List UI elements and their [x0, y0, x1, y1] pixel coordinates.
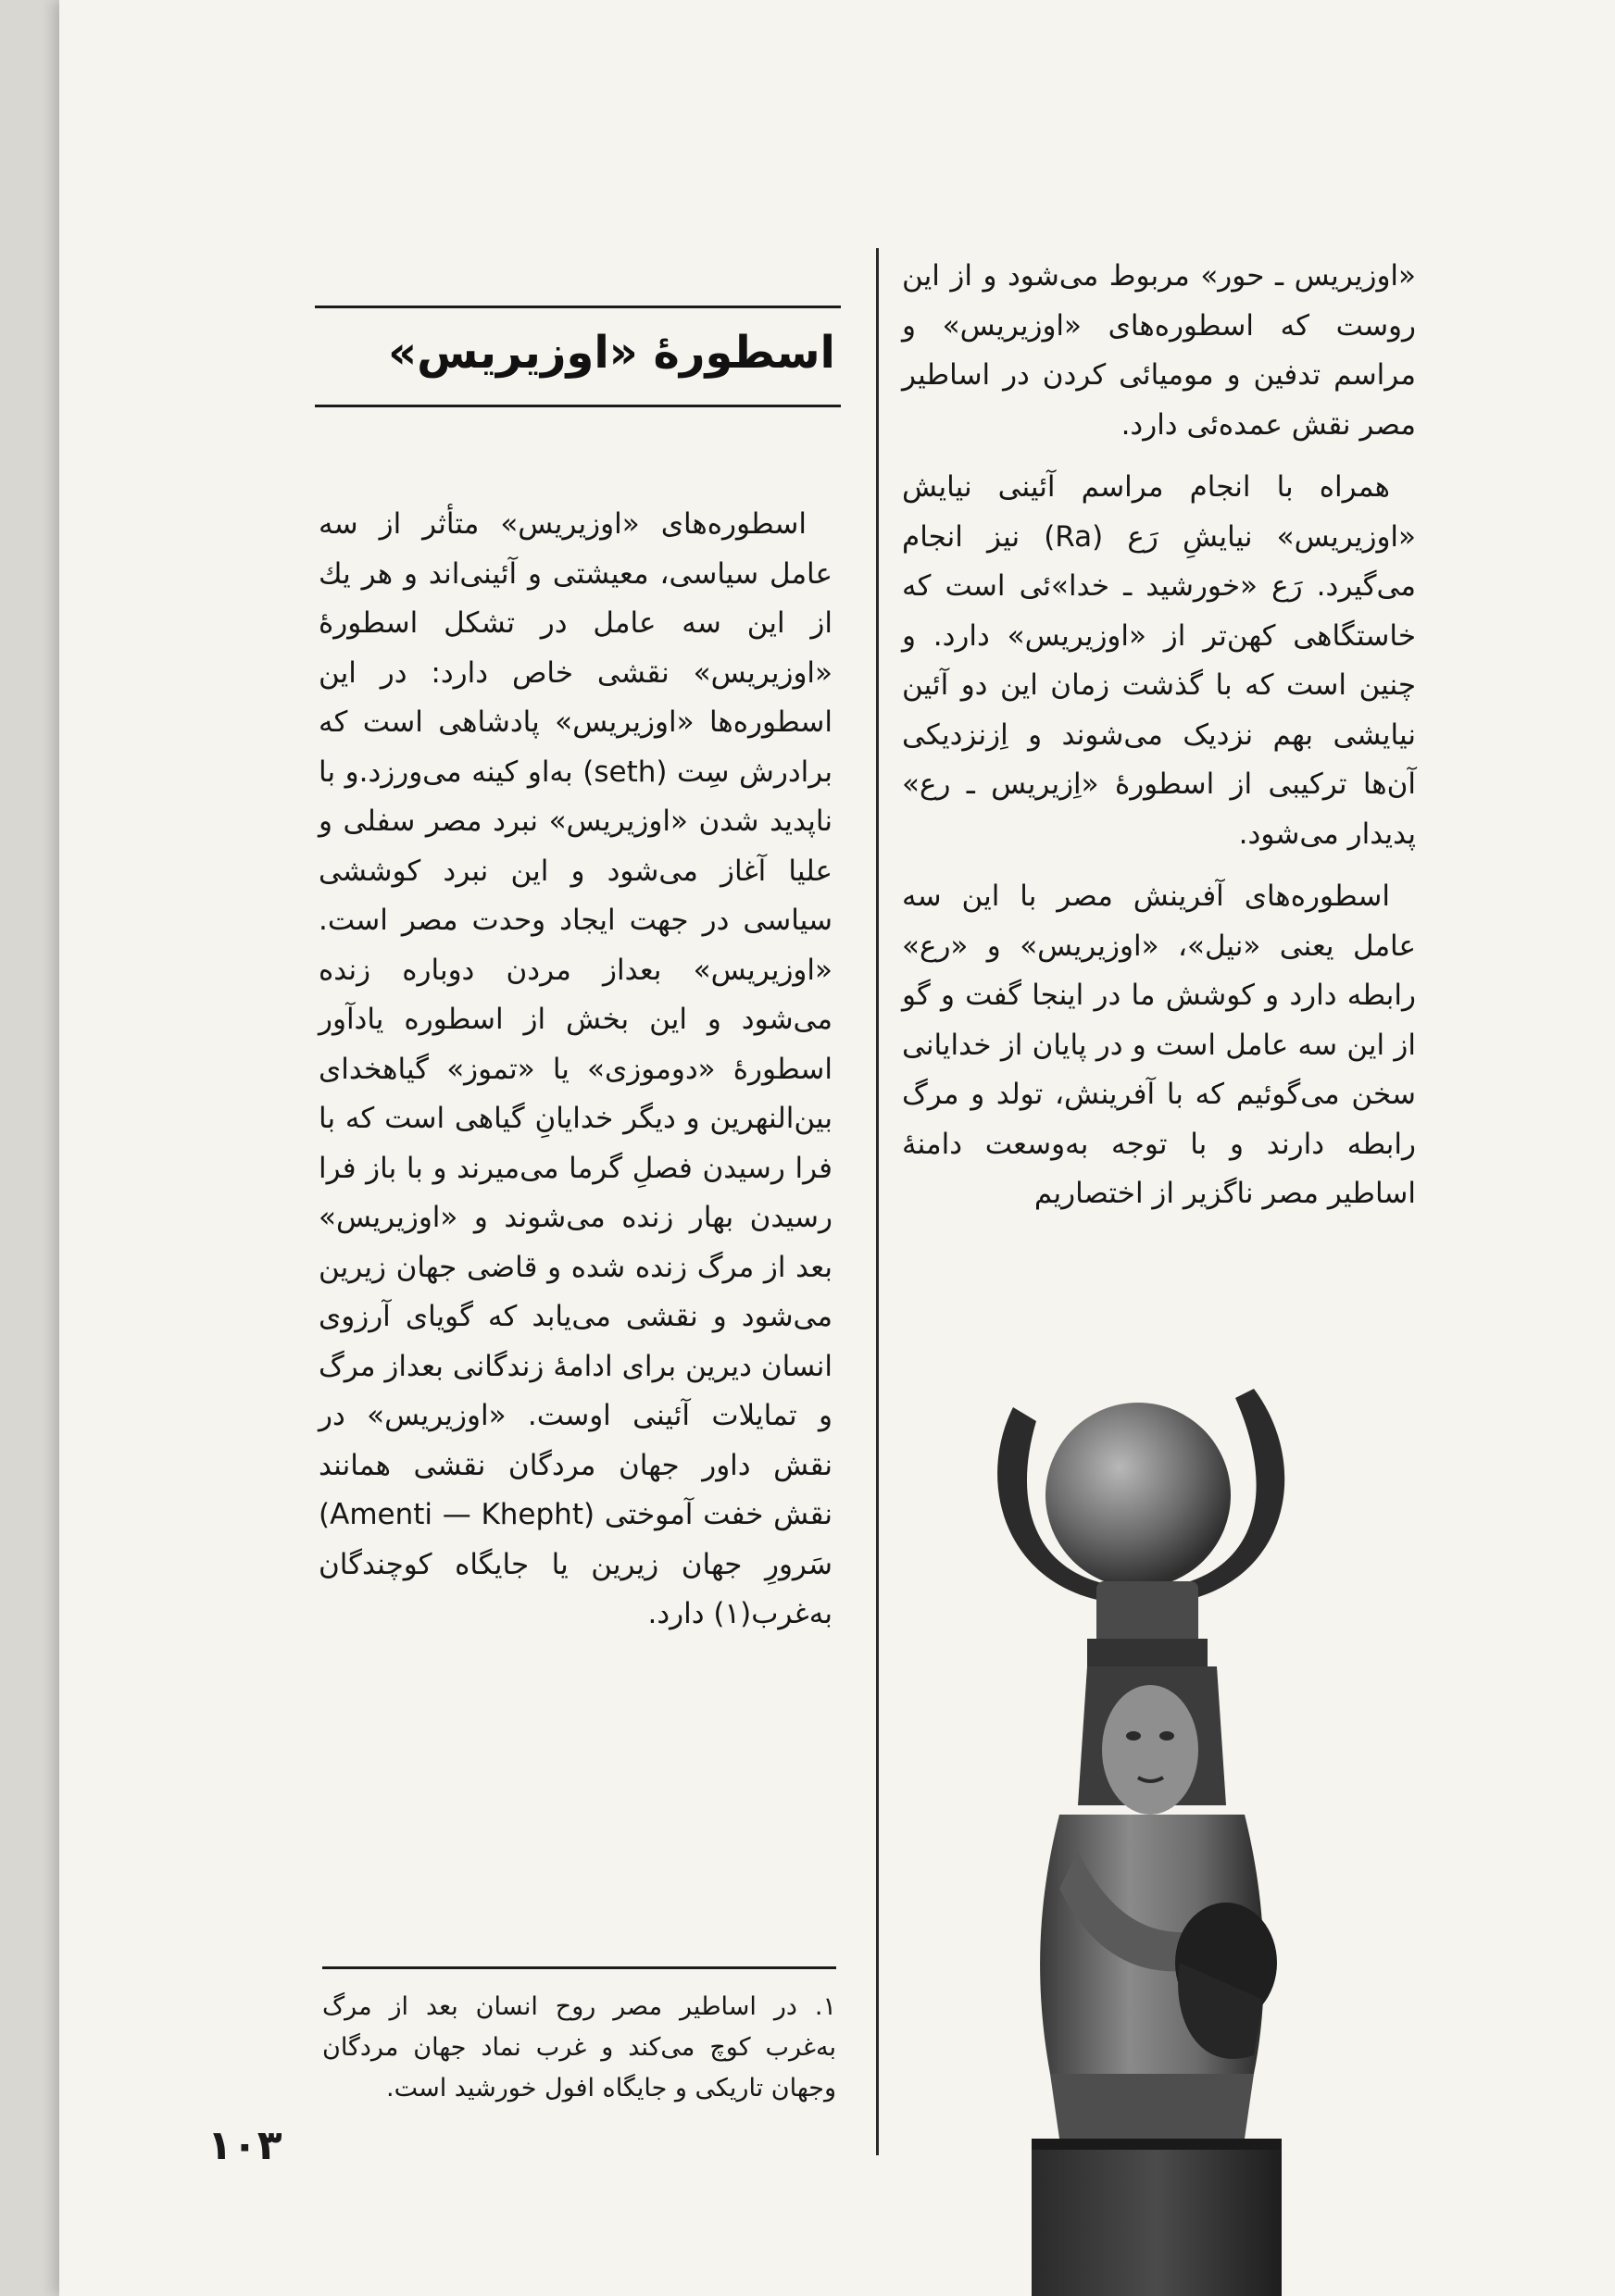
title-top-rule — [315, 306, 841, 308]
left-column — [319, 500, 833, 1653]
document-page — [59, 0, 1615, 2296]
article-title: اسطورهٔ «اوزیریس» — [388, 327, 835, 379]
title-bottom-rule — [315, 405, 841, 407]
right-paragraph-3: اسطوره‌های آفرینش مصر با این سه عامل یعنی «نیل»، «اوزیریس» و «رع» رابطه دارد و کوشش ما در اینجا گفت و گو از این سه عامل است و در پایان از خدایانی سخن می‌گوئیم که با آفرینش، تولد و مرگ رابطه دارند و با توجه به‌وسعت دامنهٔ اساطیر مصر ناگزیر از اختصاریم — [902, 880, 1416, 1210]
right-paragraph-1: «اوزیریس ـ حور» مربوط می‌شود و از این روست که اسطوره‌های «اوزیریس» و مراسم تدفین و مومیائی کردن در اساطیر مصر نقش عمده‌ئی دارد. — [902, 259, 1416, 442]
article-paragraph: اسطوره‌های «اوزیریس» متأثر از سه عامل سیاسی، معیشتی و آئینی‌اند و هر یك از این سه عامل در تشکل اسطورهٔ «اوزیریس» نقشی خاص دارد: در این اسطوره‌ها «اوزیریس» پادشاهی است که برادرش سِت (seth) به‌او کینه می‌ورزد.و با ناپدید شدن «اوزیریس» نبرد مصر سفلی و علیا آغاز می‌شود و این نبرد کوششی سیاسی در جهت ایجاد وحدت مصر است. «اوزیریس» بعداز مردن دوباره زنده می‌شود و این بخش از اسطوره یادآور اسطورهٔ «دوموزی» یا «تموز» گیاهخدای بین‌النهرین و دیگر خدایانِ گیاهی است که با فرا رسیدن فصلِ گرما می‌میرند و با باز فرا رسیدن بهار زنده می‌شوند و «اوزیریس» بعد از مرگ زنده شده و قاضی جهان زیرین می‌شود و نقشی می‌یابد که گویای آرزوی انسان دیرین برای ادامهٔ زندگانی بعداز مرگ و تمایلات آئینی اوست. «اوزیریس» در نقش داور جهان مردگان نقشی همانند نقش خفت آموختی (Amenti — Khepht) سَرورِ جهان زیرین یا جایگاه کوچندگان به‌غرب(۱) دارد. — [319, 507, 833, 1630]
column-divider — [876, 248, 879, 2155]
article-title-block — [315, 306, 841, 407]
footnote: ۱. در اساطیر مصر روح انسان بعد از مرگ به‌غرب کوچ می‌کند و غرب نماد جهان مردگان وجهان تاریکی و جایگاه افول خورشید است. — [322, 1992, 836, 2103]
page-number: ۱۰۳ — [207, 2122, 282, 2169]
isis-statue-icon — [948, 1370, 1383, 2296]
right-paragraph-2: همراه با انجام مراسم آئینی نیایش «اوزیریس» نیایشِ رَع (Ra) نیز انجام می‌گیرد. رَع «خورشید ـ خدا»ئی است که خاستگاهی کهن‌تر از «اوزیریس» دارد. و چنین است که با گذشت زمان این دو آئین نیایشی بهم نزدیک می‌شوند و اِزنزدیکی آن‌ها ترکیبی از اسطورهٔ «اِزیریس ـ رع» پدیدار می‌شود. — [902, 470, 1416, 851]
right-column — [902, 252, 1416, 1232]
footnote-rule — [322, 1966, 836, 1969]
